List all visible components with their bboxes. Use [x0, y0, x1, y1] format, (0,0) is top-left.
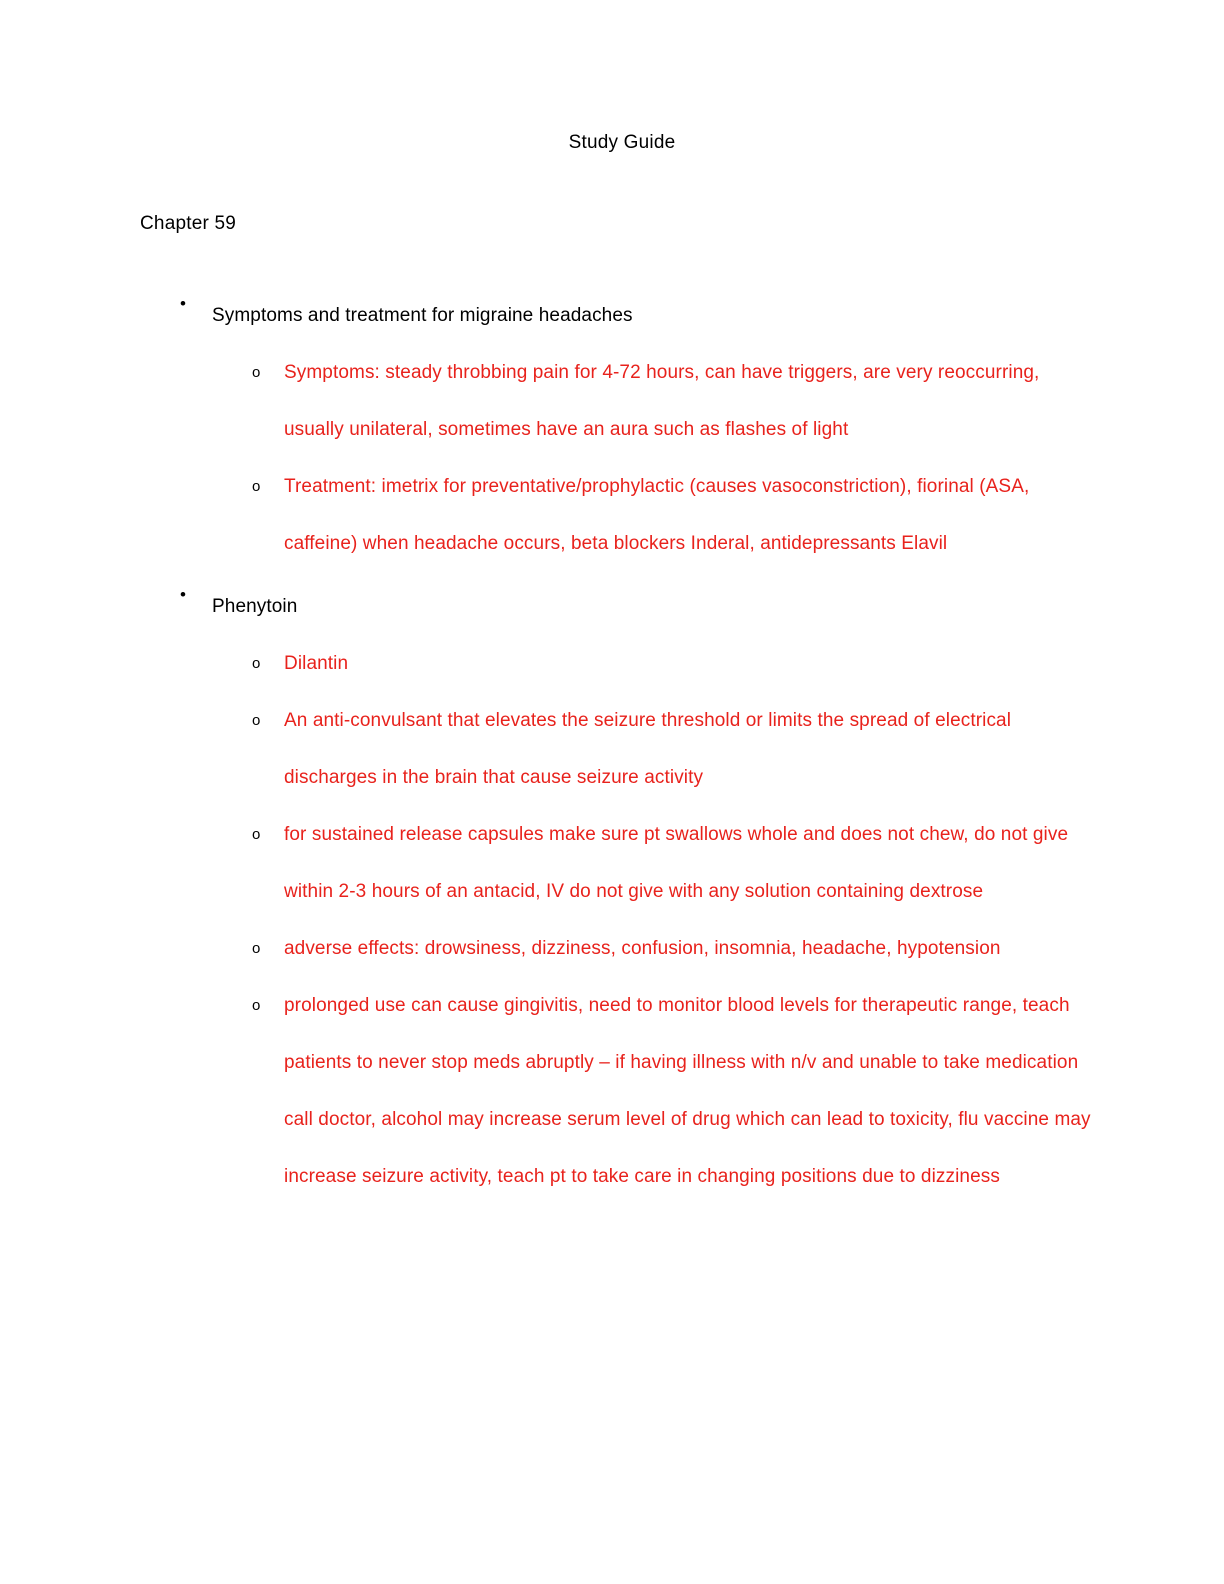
section-heading-text: Symptoms and treatment for migraine headaches: [212, 304, 633, 326]
sub-bullet-icon: o: [252, 939, 261, 957]
list-item: [212, 344, 1104, 458]
list-item: [212, 635, 1104, 692]
sub-list-wrapper: [212, 635, 1104, 1205]
sub-bullet-icon: o: [252, 825, 261, 843]
list-item: [140, 287, 1104, 572]
sub-item-text: prolonged use can cause gingivitis, need to monitor blood levels for therapeutic range, teach patients to never stop meds abruptly – if having illness with n/v and unable to take medication call doctor, alcohol may increase serum level of drug which can lead to toxicity, flu vaccine may increase seizure activity, teach pt to take care in changing positions due to dizziness: [284, 994, 1091, 1187]
sub-bullet-icon: o: [252, 711, 261, 729]
sub-bullet-icon: o: [252, 996, 261, 1014]
list-item: [212, 692, 1104, 806]
bullet-icon: •: [180, 584, 186, 604]
list-item: [212, 977, 1104, 1205]
list-item: [212, 920, 1104, 977]
bullet-icon: •: [180, 293, 186, 313]
sub-item-text: Symptoms: steady throbbing pain for 4-72 hours, can have triggers, are very reoccurring, usually unilateral, sometimes have an aura such as flashes of light: [284, 361, 1040, 440]
sub-item-text: for sustained release capsules make sure pt swallows whole and does not chew, do not give within 2-3 hours of an antacid, IV do not give with any solution containing dextrose: [284, 823, 1069, 902]
sub-list-wrapper: [212, 344, 1104, 572]
sub-list: [212, 635, 1104, 1205]
sub-bullet-icon: o: [252, 654, 261, 672]
outline-list: [140, 287, 1104, 1205]
sub-item-text: Dilantin: [284, 652, 349, 674]
list-item: [140, 578, 1104, 1205]
section-heading-text: Phenytoin: [212, 595, 298, 617]
sub-bullet-icon: o: [252, 477, 261, 495]
sub-item-text: adverse effects: drowsiness, dizziness, confusion, insomnia, headache, hypotension: [284, 937, 1001, 959]
sub-item-text: An anti-convulsant that elevates the seizure threshold or limits the spread of electrical discharges in the brain that cause seizure activity: [284, 709, 1012, 788]
sub-item-text: Treatment: imetrix for preventative/prophylactic (causes vasoconstriction), fiorinal (ASA, caffeine) when headache occurs, beta blockers Inderal, antidepressants Elavil: [284, 475, 1030, 554]
list-item: [212, 806, 1104, 920]
sub-list: [212, 344, 1104, 572]
list-item: [212, 458, 1104, 572]
chapter-heading: Chapter 59: [140, 212, 237, 234]
sub-bullet-icon: o: [252, 363, 261, 381]
page-title: Study Guide: [568, 132, 676, 153]
